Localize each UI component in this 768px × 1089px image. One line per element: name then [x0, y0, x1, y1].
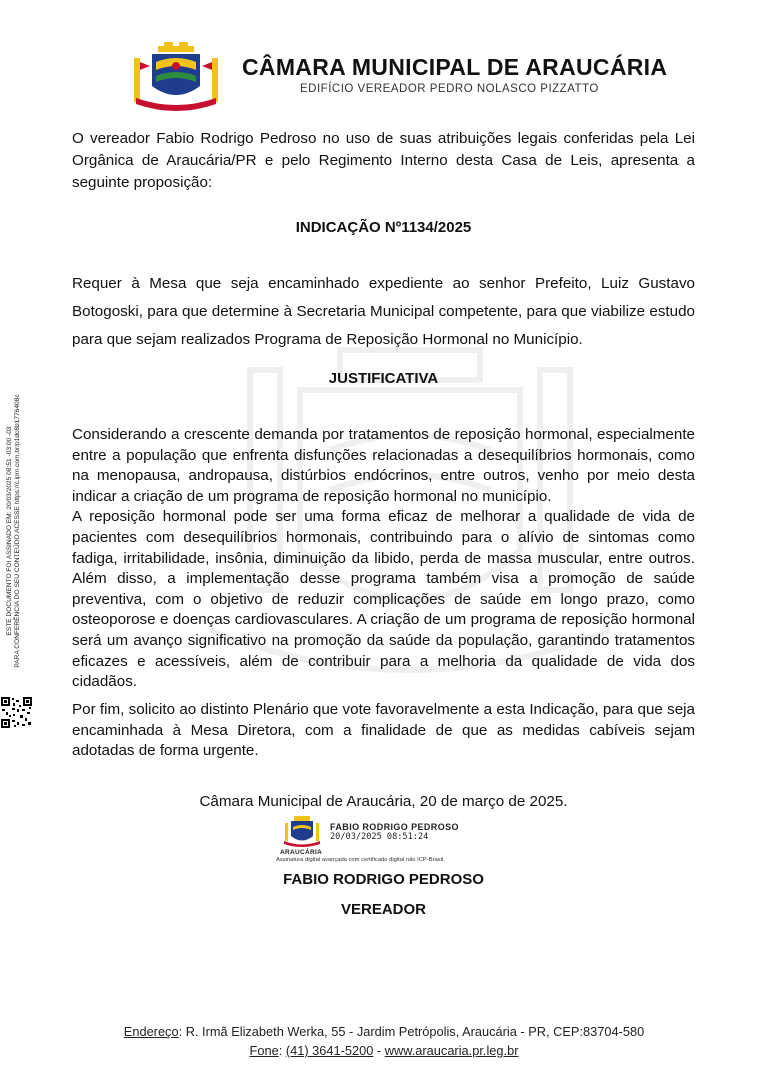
signer-role: VEREADOR	[340, 901, 426, 918]
side-stamp-line2: PARA CONFERÊNCIA DO SEU CONTEÚDO ACESSE https://c.ipm.com.br/p1dc8b1776408c	[14, 394, 21, 668]
side-stamp-line1: ESTE DOCUMENTO FOI ASSINADO EM: 20/03/2025 08:51 -03:00 -03	[6, 426, 13, 636]
footer-address	[0, 1024, 768, 1039]
signature-crest-icon	[282, 816, 322, 848]
document-header	[128, 40, 668, 115]
place-date: Câmara Municipal de Araucária, 20 de março de 2025.	[199, 793, 568, 810]
qr-code-icon[interactable]	[0, 696, 33, 729]
signature-stamp-note: Assinatura digital avançada com certificado digital não ICP-Brasil.	[276, 857, 445, 863]
request-paragraph: Requer à Mesa que seja encaminhado expediente ao senhor Prefeito, Luiz Gustavo Botogoski, para que determine à Secretaria Municipal competente, para que viabilize estudo para que sejam realizados Programa de Reposição Hormonal no Município.	[72, 275, 695, 348]
intro-paragraph: O vereador Fabio Rodrigo Pedroso no uso de suas atribuições legais conferidas pela Lei Orgânica de Araucária/PR e pelo Regimento Interno desta Casa de Leis, apresenta a seguinte proposição:	[72, 130, 695, 191]
footer-website-link[interactable]: www.araucaria.pr.leg.br	[384, 1043, 519, 1058]
signature-stamp-datetime: 20/03/2025 08:51:24	[330, 832, 429, 842]
digital-signature-stamp	[276, 814, 506, 874]
footer-contact	[0, 1043, 768, 1058]
footer-dash: -	[373, 1043, 385, 1058]
justificativa-section	[72, 425, 695, 693]
side-verification-stamp	[2, 370, 26, 692]
justificativa-paragraph-2: A reposição hormonal pode ser uma forma eficaz de melhorar a qualidade de vida de pacientes com desequilíbrios hormonais, contribuindo para o alívio de sintomas como fadiga, irritabilidade, insônia, diminuição da libido, perda de massa muscular, entre outros. Além disso, a implementação desse programa também visa a promoção de saúde preventiva, com o objetivo de reduzir complicações de saúde em longo prazo, como osteoporose e doenças cardiovasculares. A criação de um programa de reposição hormonal será um avanço significativo na promoção da saúde da população, garantindo tratamentos eficazes e acessíveis, além de contribuir para a melhoria da qualidade de vida dos cidadãos.	[72, 508, 695, 691]
signature-crest-label: ARAUCÁRIA	[280, 849, 323, 856]
footer-phone-link[interactable]: (41) 3641-5200	[285, 1043, 374, 1058]
justificativa-paragraph-1: Considerando a crescente demanda por tratamentos de reposição hormonal, especialmente entre a população que enfrenta disfunções relacionadas a desequilíbrios hormonais, como na menopausa, andropausa, distúrbios endócrinos, entre outros, venho por meio desta indicar a criação de um programa de reposição hormonal no município.	[72, 426, 695, 505]
header-title: CÂMARA MUNICIPAL DE ARAUCÁRIA	[242, 54, 668, 80]
footer-address-label: Endereço	[123, 1024, 179, 1039]
header-subtitle: EDIFÍCIO VEREADOR PEDRO NOLASCO PIZZATTO	[300, 83, 599, 95]
municipal-crest-icon	[128, 40, 224, 115]
footer-phone-label: Fone	[249, 1043, 279, 1058]
signer-name: FABIO RODRIGO PEDROSO	[283, 871, 484, 888]
side-stamp-text	[6, 370, 22, 692]
indicacao-title: INDICAÇÃO Nº1134/2025	[295, 219, 472, 236]
justificativa-title: JUSTIFICATIVA	[328, 370, 439, 387]
footer-address-text: : R. Irmã Elizabeth Werka, 55 - Jardim Petrópolis, Araucária - PR, CEP:83704-580	[178, 1024, 645, 1039]
signature-stamp-name: FABIO RODRIGO PEDROSO	[330, 822, 459, 832]
footer-phone-sep: :	[278, 1043, 286, 1058]
closing-paragraph: Por fim, solicito ao distinto Plenário que vote favoravelmente a esta Indicação, para que seja encaminhada à Mesa Diretora, com a finalidade de que as medidas cabíveis sejam adotadas de forma urgente.	[72, 701, 695, 760]
